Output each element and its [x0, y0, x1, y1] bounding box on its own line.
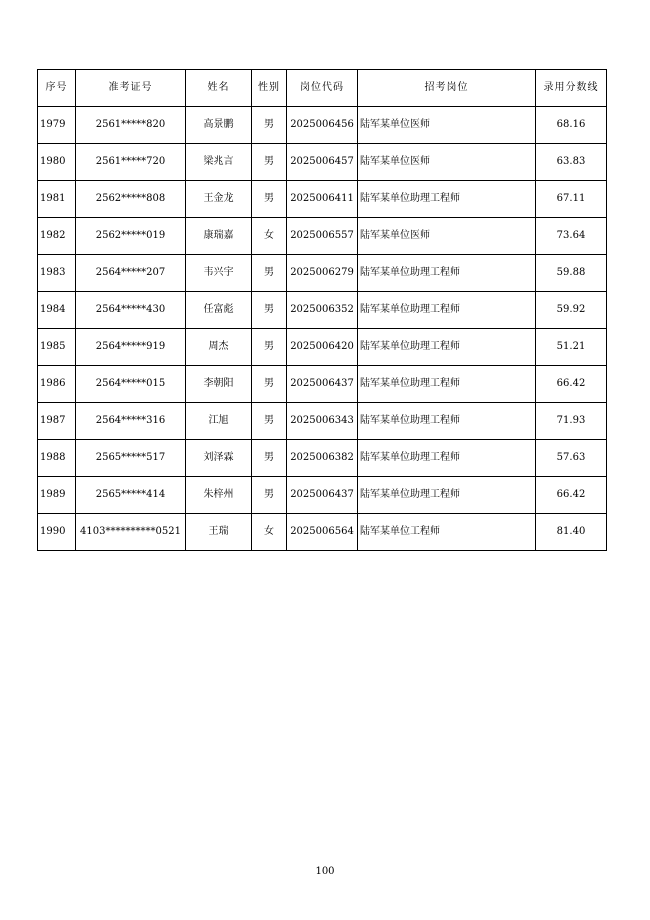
cell-post: 陆军某单位助理工程师: [358, 440, 536, 477]
table-header-row: [38, 70, 607, 107]
cell-exam-id: 2564*****316: [76, 403, 186, 440]
cell-post-code: 2025006352: [287, 292, 358, 329]
cell-score-line: 63.83: [536, 144, 607, 181]
cell-post: 陆军某单位医师: [358, 107, 536, 144]
cell-seq: 1985: [38, 329, 76, 366]
cell-post-code: 2025006411: [287, 181, 358, 218]
table-row: [38, 181, 607, 218]
table-body: [38, 107, 607, 551]
cell-exam-id: 2564*****207: [76, 255, 186, 292]
cell-post-code: 2025006279: [287, 255, 358, 292]
cell-gender: 男: [252, 181, 287, 218]
cell-gender: 男: [252, 366, 287, 403]
cell-post: 陆军某单位工程师: [358, 514, 536, 551]
cell-post: 陆军某单位助理工程师: [358, 403, 536, 440]
header-post: 招考岗位: [358, 70, 536, 107]
cell-seq: 1990: [38, 514, 76, 551]
header-exam-id: 准考证号: [76, 70, 186, 107]
cell-name: 韦兴宇: [186, 255, 252, 292]
cell-post: 陆军某单位助理工程师: [358, 329, 536, 366]
cell-gender: 男: [252, 440, 287, 477]
header-gender: 性别: [252, 70, 287, 107]
cell-name: 刘泽霖: [186, 440, 252, 477]
cell-seq: 1981: [38, 181, 76, 218]
cell-score-line: 67.11: [536, 181, 607, 218]
cell-exam-id: 4103**********0521: [76, 514, 186, 551]
cell-gender: 男: [252, 403, 287, 440]
cell-name: 梁兆言: [186, 144, 252, 181]
page-number: 100: [315, 866, 335, 877]
cell-seq: 1984: [38, 292, 76, 329]
cell-score-line: 68.16: [536, 107, 607, 144]
table-row: [38, 440, 607, 477]
cell-exam-id: 2564*****015: [76, 366, 186, 403]
header-name: 姓名: [186, 70, 252, 107]
table-row: [38, 514, 607, 551]
table-row: [38, 218, 607, 255]
table-row: [38, 329, 607, 366]
cell-post: 陆军某单位助理工程师: [358, 366, 536, 403]
cell-score-line: 66.42: [536, 366, 607, 403]
cell-post: 陆军某单位医师: [358, 218, 536, 255]
table-row: [38, 255, 607, 292]
cell-name: 康瑞嘉: [186, 218, 252, 255]
cell-name: 王金龙: [186, 181, 252, 218]
cell-post-code: 2025006437: [287, 477, 358, 514]
cell-name: 周杰: [186, 329, 252, 366]
cell-score-line: 51.21: [536, 329, 607, 366]
cell-name: 江旭: [186, 403, 252, 440]
cell-post-code: 2025006457: [287, 144, 358, 181]
cell-exam-id: 2562*****808: [76, 181, 186, 218]
cell-gender: 男: [252, 292, 287, 329]
cell-exam-id: 2562*****019: [76, 218, 186, 255]
cell-score-line: 66.42: [536, 477, 607, 514]
cell-post: 陆军某单位助理工程师: [358, 255, 536, 292]
cell-name: 任富彪: [186, 292, 252, 329]
cell-score-line: 81.40: [536, 514, 607, 551]
cell-exam-id: 2561*****720: [76, 144, 186, 181]
cell-gender: 男: [252, 255, 287, 292]
cell-name: 王瑞: [186, 514, 252, 551]
cell-score-line: 57.63: [536, 440, 607, 477]
header-score-line: 录用分数线: [536, 70, 607, 107]
cell-post: 陆军某单位助理工程师: [358, 181, 536, 218]
cell-exam-id: 2565*****414: [76, 477, 186, 514]
cell-seq: 1989: [38, 477, 76, 514]
cell-gender: 女: [252, 514, 287, 551]
cell-score-line: 59.88: [536, 255, 607, 292]
header-seq: 序号: [38, 70, 76, 107]
cell-post-code: 2025006420: [287, 329, 358, 366]
cell-post: 陆军某单位助理工程师: [358, 292, 536, 329]
results-table: [37, 69, 607, 551]
cell-score-line: 71.93: [536, 403, 607, 440]
cell-post: 陆军某单位助理工程师: [358, 477, 536, 514]
cell-score-line: 73.64: [536, 218, 607, 255]
cell-post-code: 2025006382: [287, 440, 358, 477]
table-row: [38, 144, 607, 181]
cell-exam-id: 2561*****820: [76, 107, 186, 144]
cell-post-code: 2025006343: [287, 403, 358, 440]
table-row: [38, 477, 607, 514]
cell-post-code: 2025006564: [287, 514, 358, 551]
table-row: [38, 366, 607, 403]
cell-gender: 男: [252, 107, 287, 144]
cell-exam-id: 2565*****517: [76, 440, 186, 477]
cell-seq: 1988: [38, 440, 76, 477]
cell-exam-id: 2564*****919: [76, 329, 186, 366]
cell-post-code: 2025006557: [287, 218, 358, 255]
cell-gender: 男: [252, 477, 287, 514]
cell-name: 李朝阳: [186, 366, 252, 403]
cell-seq: 1983: [38, 255, 76, 292]
cell-seq: 1987: [38, 403, 76, 440]
table-row: [38, 403, 607, 440]
cell-post-code: 2025006456: [287, 107, 358, 144]
cell-seq: 1986: [38, 366, 76, 403]
cell-post-code: 2025006437: [287, 366, 358, 403]
cell-exam-id: 2564*****430: [76, 292, 186, 329]
cell-score-line: 59.92: [536, 292, 607, 329]
cell-name: 高景鹏: [186, 107, 252, 144]
cell-seq: 1980: [38, 144, 76, 181]
cell-gender: 男: [252, 329, 287, 366]
cell-post: 陆军某单位医师: [358, 144, 536, 181]
cell-seq: 1979: [38, 107, 76, 144]
table-row: [38, 292, 607, 329]
cell-name: 朱梓州: [186, 477, 252, 514]
cell-seq: 1982: [38, 218, 76, 255]
table-row: [38, 107, 607, 144]
cell-gender: 女: [252, 218, 287, 255]
header-post-code: 岗位代码: [287, 70, 358, 107]
cell-gender: 男: [252, 144, 287, 181]
